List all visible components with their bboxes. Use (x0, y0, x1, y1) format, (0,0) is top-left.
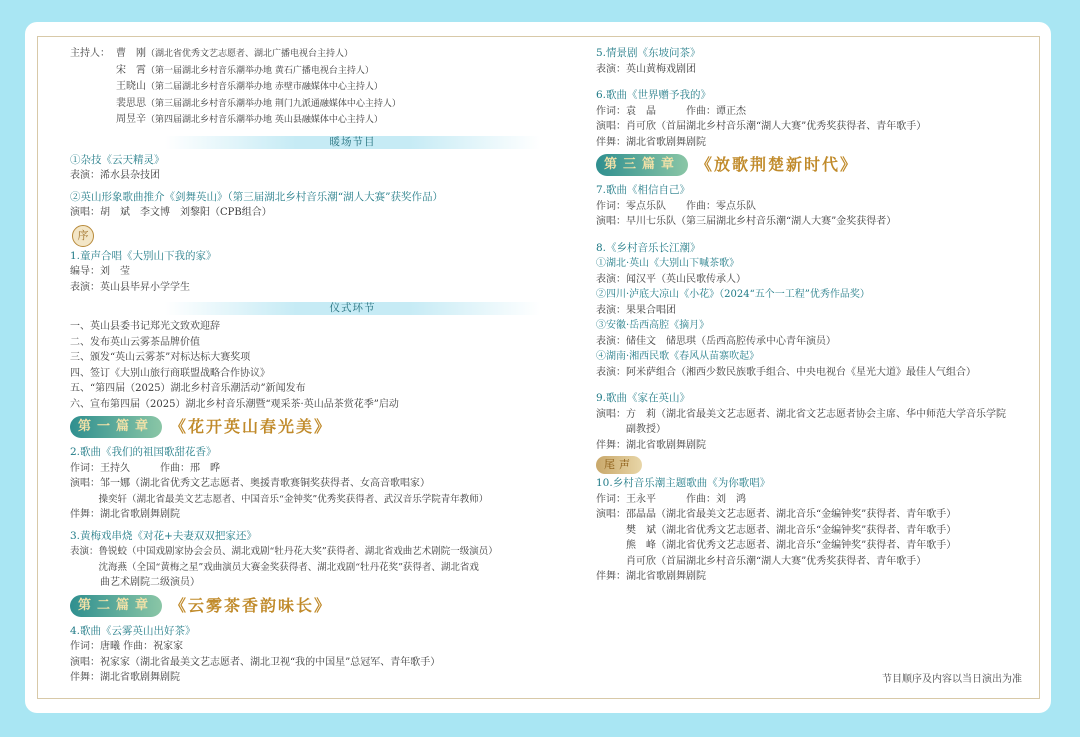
ceremony-item: 四、签订《大别山旅行商联盟战略合作协议》 (70, 367, 270, 379)
program-detail: 伴舞：湖北省歌剧舞剧院 (596, 439, 706, 451)
ceremony-item: 五、“第四届（2025）湖北乡村音乐潮活动”新闻发布 (70, 383, 306, 394)
program-title: 7.歌曲《相信自己》 (596, 184, 691, 196)
chapter-heading (596, 154, 1036, 180)
program-detail: 作词：王永平 作曲：刘 鸿 (596, 493, 746, 505)
program-title: 9.歌曲《家在英山》 (596, 392, 691, 404)
chapter-badge: 第二篇章 (70, 595, 162, 617)
sub-program-title: ④湖南·湘西民歌《春风从苗寨吹起》 (596, 351, 760, 362)
program-detail: 编导：刘 莹 (70, 266, 130, 277)
host-line: 主持人： 曹 刚（湖北省优秀文艺志愿者、湖北广播电视台主持人） (70, 48, 354, 59)
ceremony-item: 六、宣布第四届（2025）湖北乡村音乐潮暨“观采茶·英山品茶赏花季”启动 (70, 398, 399, 410)
program-title: 1.童声合唱《大别山下我的家》 (70, 249, 217, 262)
chapter-badge: 第三篇章 (596, 154, 688, 176)
program-detail: 伴舞：湖北省歌剧舞剧院 (70, 672, 180, 683)
program-detail: 沈海燕（全国“黄梅之星”戏曲演员大赛金奖获得者、湖北戏剧“牡丹花奖”获得者、湖北省戏 (70, 561, 479, 573)
program-detail: 演唱：邵晶晶（湖北省最美文艺志愿者、湖北音乐“金编钟奖”获得者、青年歌手） (596, 509, 957, 520)
program-detail: 演唱：方 莉（湖北省最美文艺志愿者、湖北省文艺志愿者协会主席、华中师范大学音乐学院 (596, 408, 1006, 420)
program-title: 2.歌曲《我们的祖国歌甜花香》 (70, 446, 217, 458)
footer-note: 节目顺序及内容以当日演出为准 (882, 674, 1022, 685)
hosts-block (70, 46, 540, 129)
program-detail: 演唱：祝家家（湖北省最美文艺志愿者、湖北卫视“我的中国星”总冠军、青年歌手） (70, 656, 441, 668)
ceremony-section-band: 仪式环节 (70, 300, 540, 316)
prelude-badge: 序 (72, 225, 94, 247)
program-detail: 副教授） (596, 424, 666, 435)
program-detail: 作词：零点乐队 作曲：零点乐队 (596, 200, 756, 212)
program-title: 4.歌曲《云雾英山出好茶》 (70, 624, 196, 637)
program-detail: 表演：储佳文 储思琪（岳西高腔传承中心青年演员） (596, 335, 836, 347)
program-title: 10.乡村音乐潮主题歌曲《为你歌唱》 (596, 477, 771, 489)
program-detail: 表演：阿米萨组合（湘西少数民族歌手组合、中央电视台《星光大道》最佳人气组合） (596, 366, 976, 378)
program-detail: 表演：果果合唱团 (596, 304, 676, 316)
program-detail: 表演：英山县毕昇小学学生 (70, 281, 190, 293)
program-detail: 作词：唐曦 作曲：祝家家 (70, 641, 184, 652)
program-detail: 曲艺术剧院二级演员） (70, 577, 200, 588)
program-title: ①杂技《云天精灵》 (70, 153, 165, 166)
ceremony-item: 三、颁发“英山云雾茶”对标达标大赛奖项 (70, 352, 251, 363)
warmup-section-band: 暖场节目 (70, 134, 540, 150)
program-detail: 操奕轩（湖北省最美文艺志愿者、中国音乐“金钟奖”优秀奖获得者、武汉音乐学院青年教师） (70, 493, 489, 505)
sub-program-title: ①湖北·英山《大别山下喊茶歌》 (596, 258, 740, 269)
sub-program-title: ②四川·泸底大凉山《小花》（2024“五个一工程”优秀作品奖） (596, 289, 870, 300)
program-detail: 表演：闻汉平（英山民歌传承人） (596, 273, 746, 285)
program-title: 8.《乡村音乐长江潮》 (596, 241, 701, 254)
program-title: ②英山形象歌曲推介《剑舞英山》（第三届湖北乡村音乐潮“湖人大赛”获奖作品） (70, 190, 443, 203)
program-detail: 伴舞：湖北省歌剧舞剧院 (596, 136, 706, 148)
program-detail: 樊 斌（湖北省优秀文艺志愿者、湖北音乐“金编钟奖”获得者、青年歌手） (596, 524, 957, 536)
host-line: 裴思思（第三届湖北乡村音乐潮举办地 荆门九派通融媒体中心主持人） (116, 97, 401, 109)
ceremony-item: 二、发布英山云雾茶品牌价值 (70, 336, 200, 348)
program-detail: 肖可欣（首届湖北乡村音乐潮“湖人大赛”优秀奖获得者、青年歌手） (596, 555, 927, 567)
program-detail: 表演：浠水县杂技团 (70, 170, 160, 181)
program-detail: 演唱：肖可欣（首届湖北乡村音乐潮“湖人大赛”优秀奖获得者、青年歌手） (596, 121, 927, 132)
right-column (596, 46, 1036, 585)
left-column (70, 46, 540, 686)
host-line: 王晓山（第二届湖北乡村音乐潮举办地 赤壁市融媒体中心主持人） (116, 81, 383, 92)
chapter-title: 《放歌荆楚新时代》 (696, 155, 859, 174)
chapter-title: 《花开英山春光美》 (170, 417, 333, 436)
program-detail: 演唱：邹一娜（湖北省优秀文艺志愿者、奥援青歌赛铜奖获得者、女高音歌唱家） (70, 478, 430, 489)
program-title: 3.黄梅戏串烧《对花+夫妻双双把家还》 (70, 529, 257, 542)
chapter-heading (70, 595, 540, 621)
chapter-heading (70, 416, 540, 442)
ceremony-item: 一、英山县委书记郑光文致欢迎辞 (70, 321, 220, 332)
host-line: 宋 霄（第一届湖北乡村音乐潮举办地 黄石广播电视台主持人） (116, 64, 374, 76)
program-detail: 熊 峰（湖北省优秀文艺志愿者、湖北音乐“金编钟奖”获得者、青年歌手） (596, 540, 957, 551)
program-detail: 作词：王持久 作曲：邢 晔 (70, 462, 220, 474)
program-detail: 演唱：胡 斌 李文博 刘黎阳（CPB组合） (70, 207, 272, 218)
chapter-title: 《云雾茶香韵味长》 (170, 595, 333, 615)
program-title: 5.情景剧《东坡问茶》 (596, 47, 701, 59)
program-detail: 演唱：早川七乐队（第三届湖北乡村音乐潮“湖人大赛”金奖获得者） (596, 216, 897, 227)
program-title: 6.歌曲《世界赠予我的》 (596, 89, 712, 101)
program-detail: 作词：袁 晶 作曲：谭正杰 (596, 105, 746, 117)
chapter-badge: 第一篇章 (70, 416, 162, 438)
sub-program-title: ③安徽·岳西高腔《摘月》 (596, 320, 710, 331)
finale-badge: 尾声 (596, 456, 642, 474)
program-detail: 表演：英山黄梅戏剧团 (596, 63, 696, 75)
program-detail: 表演：鲁锐蛟（中国戏剧家协会会员、湖北戏剧“牡丹花大奖”获得者、湖北省戏曲艺术剧院一级演员） (70, 546, 498, 557)
program-detail: 伴舞：湖北省歌剧舞剧院 (596, 571, 706, 582)
program-detail: 伴舞：湖北省歌剧舞剧院 (70, 509, 180, 520)
host-line: 周昱辛（第四届湖北乡村音乐潮举办地 英山县融媒体中心主持人） (116, 114, 383, 125)
